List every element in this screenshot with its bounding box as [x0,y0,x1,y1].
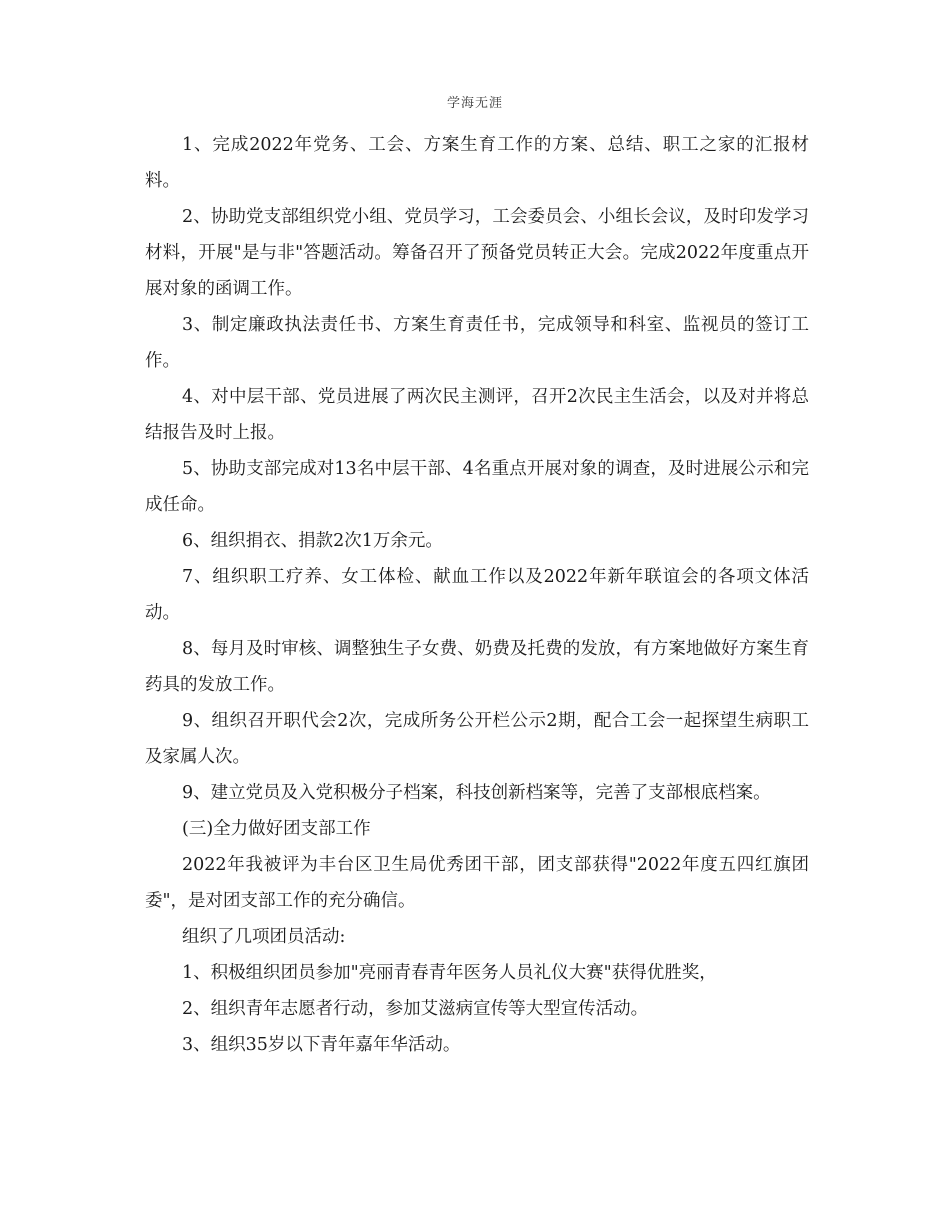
paragraph-3: 3、制定廉政执法责任书、方案生育责任书，完成领导和科室、监视员的签订工作。 [145,315,809,371]
paragraph-1: 1、完成2022年党务、工会、方案生育工作的方案、总结、职工之家的汇报材料。 [145,135,809,191]
paragraph-13: 组织了几项团员活动: [182,927,346,947]
paragraph-14: 1、积极组织团员参加"亮丽青春青年医务人员礼仪大赛"获得优胜奖， [182,963,717,983]
paragraph-7: 7、组织职工疗养、女工体检、献血工作以及2022年新年联谊会的各项文体活动。 [145,567,809,623]
paragraph-5: 5、协助支部完成对13名中层干部、4名重点开展对象的调查，及时进展公示和完成任命。 [145,459,809,515]
paragraph-12: 2022年我被评为丰台区卫生局优秀团干部，团支部获得"2022年度五四红旗团委"，是对团支部工作的充分确信。 [145,855,809,911]
section-heading: (三)全力做好团支部工作 [182,819,371,839]
paragraph-4: 4、对中层干部、党员进展了两次民主测评，召开2次民主生活会，以及对并将总结报告及时上报。 [145,387,809,443]
paragraph-2: 2、协助党支部组织党小组、党员学习，工会委员会、小组长会议，及时印发学习材料，开展"是与非"答题活动。筹备召开了预备党员转正大会。完成2022年度重点开展对象的函调工作。 [145,207,809,299]
document-body [145,127,809,1063]
paragraph-8: 8、每月及时审核、调整独生子女费、奶费及托费的发放，有方案地做好方案生育药具的发放工作。 [145,639,809,695]
page-header: 学海无涯 [446,96,503,111]
paragraph-16: 3、组织35岁以下青年嘉年华活动。 [182,1035,461,1055]
paragraph-9: 9、组织召开职代会2次，完成所务公开栏公示2期，配合工会一起探望生病职工及家属人次。 [145,711,809,767]
paragraph-15: 2、组织青年志愿者行动，参加艾滋病宣传等大型宣传活动。 [182,999,649,1019]
paragraph-6: 6、组织捐衣、捐款2次1万余元。 [182,531,443,551]
paragraph-10: 9、建立党员及入党积极分子档案，科技创新档案等，完善了支部根底档案。 [182,783,771,803]
